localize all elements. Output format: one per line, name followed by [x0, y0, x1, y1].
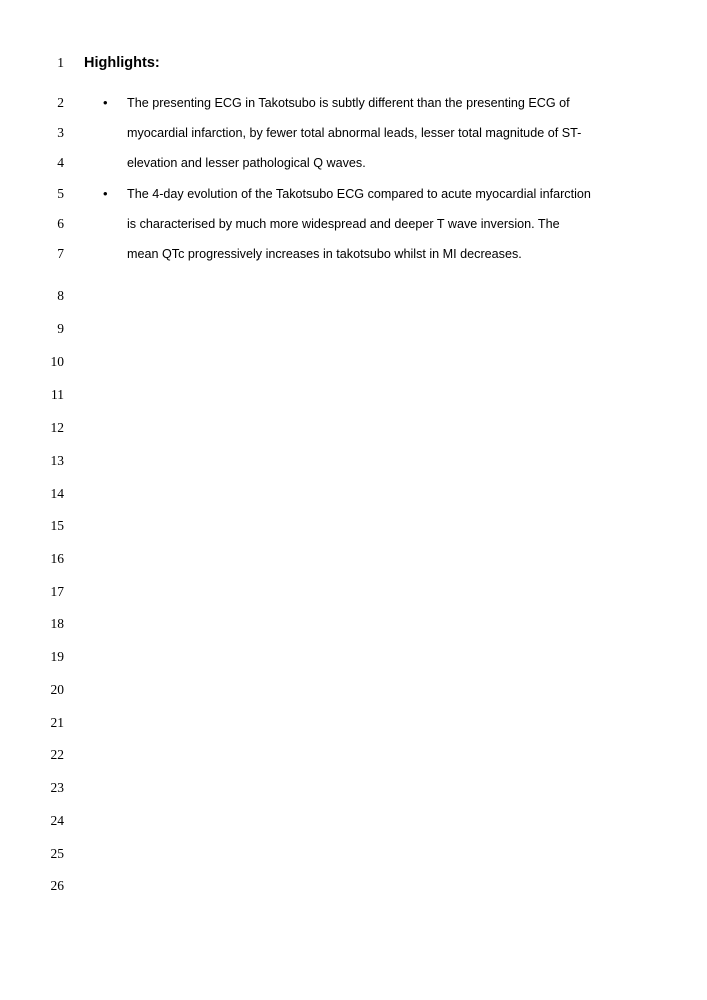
bullet-1-line-1: The presenting ECG in Takotsubo is subtly different than the presenting ECG of — [127, 96, 570, 110]
line-number-3: 3 — [57, 125, 64, 140]
line-number-26: 26 — [50, 878, 64, 893]
line-number-19: 19 — [50, 649, 64, 664]
line-number-11: 11 — [51, 387, 64, 402]
bullet-marker: • — [103, 95, 108, 110]
line-number-10: 10 — [50, 354, 64, 369]
bullet-1-line-2: myocardial infarction, by fewer total abnormal leads, lesser total magnitude of ST- — [127, 126, 582, 140]
bullet-2-line-3: mean QTc progressively increases in takotsubo whilst in MI decreases. — [127, 247, 522, 261]
line-number-9: 9 — [57, 321, 64, 336]
line-number-5: 5 — [57, 186, 64, 201]
line-number-22: 22 — [50, 747, 64, 762]
bullet-2-line-2: is characterised by much more widespread and deeper T wave inversion. The — [127, 217, 560, 231]
bullet-1-line-3: elevation and lesser pathological Q waves. — [127, 156, 366, 170]
line-number-14: 14 — [50, 486, 64, 501]
line-number-21: 21 — [50, 715, 64, 730]
line-number-8: 8 — [57, 288, 64, 303]
bullet-2-line-1: The 4-day evolution of the Takotsubo ECG compared to acute myocardial infarction — [127, 187, 591, 201]
bullet-marker: • — [103, 186, 108, 201]
line-number-13: 13 — [50, 453, 64, 468]
line-number-20: 20 — [50, 682, 64, 697]
line-number-18: 18 — [50, 616, 64, 631]
line-number-23: 23 — [50, 780, 64, 795]
line-number-2: 2 — [57, 95, 64, 110]
line-number-25: 25 — [50, 846, 64, 861]
line-number-24: 24 — [50, 813, 64, 828]
line-number-6: 6 — [57, 216, 64, 231]
line-number-1: 1 — [57, 55, 64, 70]
section-heading: Highlights: — [84, 55, 160, 71]
line-number-15: 15 — [50, 518, 64, 533]
line-number-12: 12 — [50, 420, 64, 435]
line-number-16: 16 — [50, 551, 64, 566]
line-number-7: 7 — [57, 246, 64, 261]
line-number-17: 17 — [50, 584, 64, 599]
line-number-4: 4 — [57, 155, 64, 170]
